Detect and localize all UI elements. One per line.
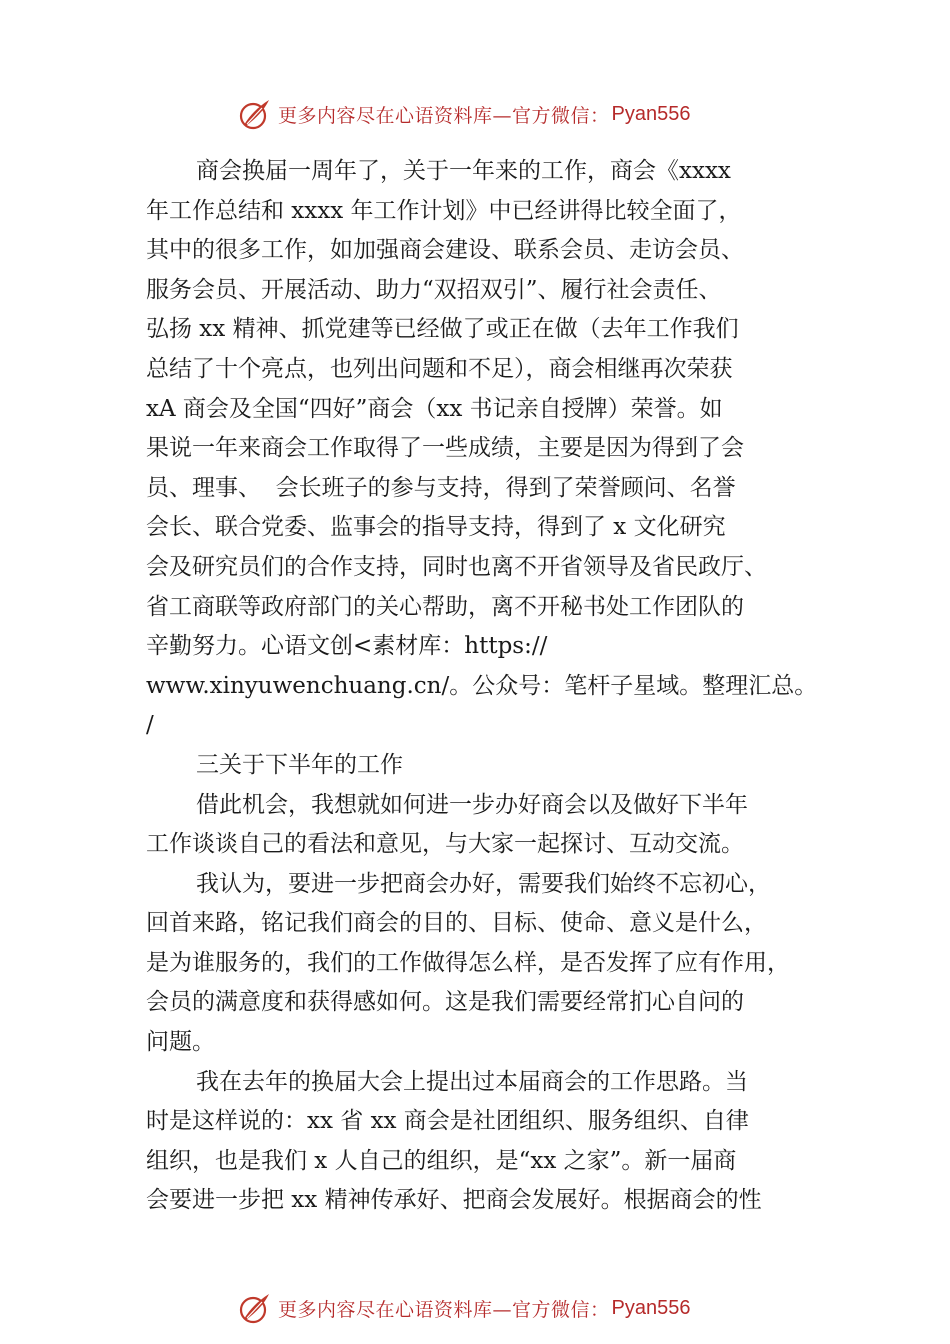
text-line: 其中的很多工作，如加强商会建设、联系会员、走访会员、 — [146, 237, 744, 264]
text-line: 果说一年来商会工作取得了一些成绩，主要是因为得到了会 — [146, 435, 744, 462]
text-line: 问题。 — [146, 1029, 215, 1056]
text-line: 会要进一步把 xx 精神传承好、把商会发展好。根据商会的性 — [146, 1187, 762, 1214]
watermark-text: 更多内容尽在心语资料库—官方微信： — [278, 1298, 610, 1321]
text-line: 省工商联等政府部门的关心帮助，离不开秘书处工作团队的 — [146, 593, 744, 620]
text-line: 工作谈谈自己的看法和意见，与大家一起探讨、互动交流。 — [146, 831, 744, 858]
text-line: 回首来路，铭记我们商会的目的、目标、使命、意义是什么， — [146, 910, 767, 937]
watermark-wechat-id: Pyan556 — [611, 102, 691, 125]
text-line: 时是这样说的：xx 省 xx 商会是社团组织、服务组织、自律 — [146, 1108, 749, 1135]
text-line: 会长、联合党委、监事会的指导支持，得到了 x 文化研究 — [146, 514, 726, 541]
text-line: 员、理事、 会长班子的参与支持，得到了荣誉顾问、名誉 — [146, 474, 736, 501]
text-line: xA 商会及全国“四好”商会（xx 书记亲自授牌）荣誉。如 — [146, 395, 723, 422]
text-line: www.xinyuwenchuang.cn/。公众号：笔杆子星域。整理汇总。 — [146, 672, 818, 699]
watermark-text: 更多内容尽在心语资料库—官方微信： — [278, 104, 610, 127]
text-line: 总结了十个亮点，也列出问题和不足），商会相继再次荣获 — [146, 355, 733, 382]
text-line: 服务会员、开展活动、助力“双招双引”、履行社会责任、 — [146, 276, 722, 303]
text-line: 我认为，要进一步把商会办好，需要我们始终不忘初心， — [196, 870, 771, 897]
text-line: 我在去年的换届大会上提出过本届商会的工作思路。当 — [196, 1068, 748, 1095]
watermark-wechat-id: Pyan556 — [611, 1296, 691, 1319]
watermark-header — [238, 97, 690, 131]
text-line: 弘扬 xx 精神、抓党建等已经做了或正在做（去年工作我们 — [146, 316, 739, 343]
body-text — [146, 152, 836, 1221]
text-line: 会员的满意度和获得感如何。这是我们需要经常扪心自问的 — [146, 989, 744, 1016]
watermark-footer — [238, 1291, 690, 1325]
quill-logo-icon — [238, 1291, 272, 1325]
text-line: 组织，也是我们 x 人自己的组织，是“xx 之家”。新一届商 — [146, 1147, 737, 1174]
text-line: 会及研究员们的合作支持，同时也离不开省领导及省民政厅、 — [146, 553, 767, 580]
text-line: 是为谁服务的，我们的工作做得怎么样，是否发挥了应有作用， — [146, 949, 790, 976]
text-line: 三关于下半年的工作 — [196, 751, 403, 778]
text-line: 辛勤努力。心语文创<素材库：https:// — [146, 633, 548, 660]
text-line: / — [146, 712, 154, 739]
text-line: 商会换届一周年了，关于一年来的工作，商会《xxxx — [196, 158, 731, 184]
quill-logo-icon — [238, 97, 272, 131]
text-line: 年工作总结和 xxxx 年工作计划》中已经讲得比较全面了， — [146, 197, 742, 224]
text-line: 借此机会，我想就如何进一步办好商会以及做好下半年 — [196, 791, 748, 818]
